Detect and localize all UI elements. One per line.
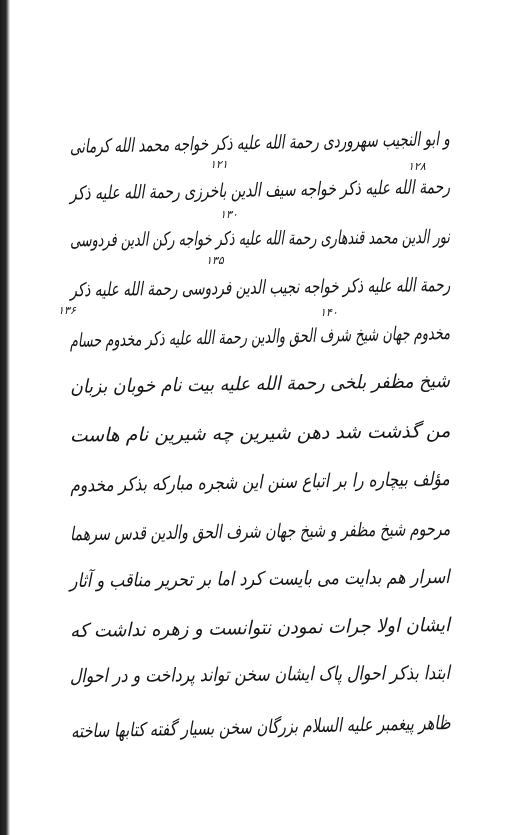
manuscript-line: مؤلف بیچاره را بر اتباع سنن این شجره مبارکه بذکر مخدوم xyxy=(70,468,451,497)
manuscript-line: مخدوم جهان شیخ شرف الحق والدین رحمة الله علیه ذکر مخدوم حسام xyxy=(69,322,451,352)
manuscript-line: شیخ مظفر بلخی رحمة الله علیه بیت نام خوبان بزبان xyxy=(70,370,451,398)
margin-number: ۱۳۵ xyxy=(206,254,224,267)
manuscript-line: نور الدین محمد قندهاری رحمة الله علیه ذکر خواجه رکن الدین فردوسی xyxy=(70,226,451,252)
manuscript-line: اسرار هم بدایت می بایست کرد اما بر تحریر مناقب و آثار xyxy=(69,566,451,592)
manuscript-line: ظاهر پیغمبر علیه السلام بزرگان سخن بسیار گفته کتابها ساخته xyxy=(70,712,451,743)
manuscript-line: من گذشت شد دهن شیرین چه شیرین نام هاست xyxy=(69,420,451,447)
margin-number: ۱۲۱ xyxy=(210,158,228,171)
manuscript-line: ابتدا بذکر احوال پاک ایشان سخن تواند پرداخت و در احوال xyxy=(69,662,451,688)
margin-number: ۱۴۰ xyxy=(320,306,338,319)
manuscript-line: رحمة الله علیه ذکر خواجه نجیب الدین فردوسی رحمة الله علیه ذکر xyxy=(69,274,451,302)
margin-number: ۱۳۰ xyxy=(220,208,238,221)
page-binding-edge xyxy=(0,0,10,835)
manuscript-line: و ابو النجیب سهروردی رحمة الله علیه ذکر خواجه محمد الله کرمانی xyxy=(69,128,451,158)
manuscript-line: مرحوم شیخ مظفر و شیخ جهان شرف الحق والدین قدس سرهما xyxy=(69,518,451,546)
manuscript-page xyxy=(58,108,451,748)
margin-number: ۱۲۸ xyxy=(408,160,426,173)
margin-number: ۱۳۶ xyxy=(58,304,76,317)
manuscript-line: رحمة الله علیه ذکر خواجه سیف الدین باخرزی رحمة الله علیه ذکر xyxy=(69,176,451,205)
manuscript-line: ایشان اولا جرات نمودن نتوانست و زهره نداشت که xyxy=(70,614,451,642)
